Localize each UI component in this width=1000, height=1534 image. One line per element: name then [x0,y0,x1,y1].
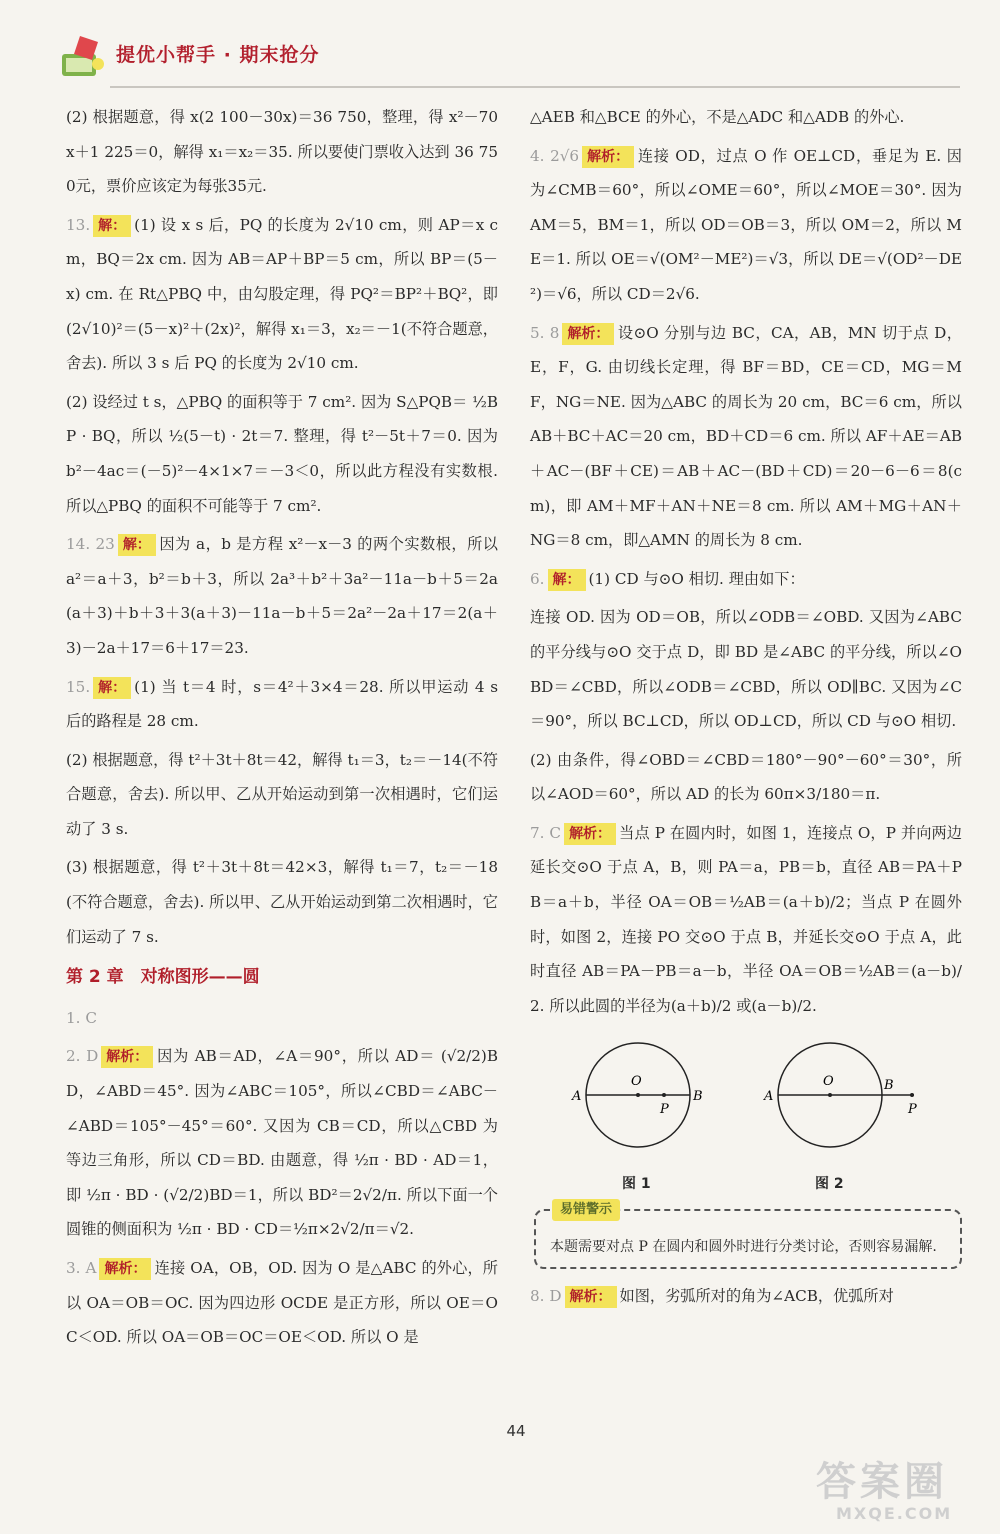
question-number: 15. [66,677,91,696]
left-para-9 [66,1001,498,1036]
answer-tag: 解： [118,534,156,556]
question-number: 6. [530,569,545,588]
circle-figures-svg [530,1033,962,1203]
figure-2 [763,1043,917,1147]
left-column [66,100,498,1359]
question-number: 8. D [530,1287,562,1306]
header-title: 提优小帮手 · 期末抢分 [116,44,320,66]
page-number: 44 [506,1422,526,1440]
book-logo-icon [58,32,108,82]
right-para-4: 6. 解： (1) CD 与⊙O 相切. 理由如下： [530,562,962,597]
circle-figures [530,1033,962,1203]
figure-1 [571,1043,703,1147]
error-warning-label: 易错警示 [552,1199,620,1221]
left-para-6: (2) 根据题意，得 t²＋3t＋8t＝42，解得 t₁＝3，t₂＝－14(不符合题意，舍去). 所以甲、乙从开始运动到第一次相遇时，它们运动了 3 s. [66,750,498,838]
left-para-7: (3) 根据题意，得 t²＋3t＋8t＝42×3，解得 t₁＝7，t₂＝－18(不符合题意，舍去). 所以甲、乙从开始运动到第二次相遇时，它们运动了 7 s. [66,858,498,946]
svg-text:A: A [572,1089,582,1105]
left-para-11: 3. A 解析： 连接 OA，OB，OD. 因为 O 是△ABC 的外心，所以 OA＝OB＝OC. 因为四边形 OCDE 是正方形，所以 OE＝OC＜OD. 所以 OA＝OB＝OC＝OE＜OD. 所以 O 是 [66,1259,498,1347]
watermark-domain: MXQE.COM [836,1504,953,1523]
figure-2-caption: 图 2 [815,1176,844,1193]
svg-text:O: O [823,1074,834,1090]
question-number: 4. 2√6 [530,146,580,165]
left-para-1: (2) 根据题意，得 x(2 100－30x)＝36 750，整理，得 x²－70x＋1 225＝0，解得 x₁＝x₂＝35. 所以要使门票收入达到 36 750元，票价应该定为每张35元. [66,108,498,196]
question-number: 5. 8 [530,323,560,342]
left-para-5: 15. 解： (1) 当 t＝4 时，s＝4²＋3×4＝28. 所以甲运动 4 s 后的路程是 28 cm. [66,677,498,731]
svg-text:P: P [908,1102,917,1118]
svg-text:P: P [660,1102,669,1118]
watermark-logo [796,1450,996,1530]
svg-text:O: O [631,1074,642,1090]
error-warning-text: 本题需要对点 P 在圆内和圆外时进行分类讨论，否则容易漏解. [550,1239,937,1256]
question-number: 2. D [66,1047,99,1066]
right-para-8: 8. D 解析： 如图，劣弧所对的角为∠ACB，优弧所对 [530,1279,962,1314]
question-number: 14. 23 [66,535,115,554]
question-number: 7. C [530,823,562,842]
answer-tag: 解： [548,569,586,591]
question-number: 3. A [66,1259,97,1277]
right-para-7: 7. C 解析： 当点 P 在圆内时，如图 1，连接点 O，P 并向两边延长交⊙O 于点 A，B，则 PA＝a，PB＝b，直径 AB＝PA＋PB＝a＋b，半径 OA＝OB＝½AB＝(a＋b)/2；当点 P 在圆外时，如图 2，连接 PO 交⊙O 于点 B，并延长交⊙O 于点 A，此时直径 AB＝PA－PB＝a－b，半径 OA＝OB＝½AB＝(a－b)/2. 所以此圆的半径为(a＋b)/2 或(a－b)/2. [530,823,962,1015]
left-para-2: 13. 解： (1) 设 x s 后，PQ 的长度为 2√10 cm，则 AP＝x cm，BQ＝2x cm. 因为 AB＝AP＋BP＝5 cm，所以 BP＝(5－x) cm. 在 Rt△PBQ 中，由勾股定理，得 PQ²＝BP²＋BQ²，即(2√10)²＝(5－x)²＋(2x)²，解得 x₁＝3，x₂＝－1(不符合题意，舍去). 所以 3 s 后 PQ 的长度为 2√10 cm. [66,215,498,373]
analysis-tag: 解析： [582,146,634,168]
analysis-tag: 解析： [564,823,616,845]
right-para-3: 5. 8 解析： 设⊙O 分别与边 BC，CA，AB，MN 切于点 D，E，F，G. 由切线长定理，得 BF＝BD，CE＝CD，MG＝MF，NG＝NE. 因为△ABC 的周长为 20 cm，BC＝6 cm，所以 AB＋BC＋AC＝20 cm，BD＋CD＝6 cm. 所以 AF＋AE＝AB＋AC－(BF＋CE)＝AB＋AC－(BD＋CD)＝20－6－6＝8(cm)，即 AM＋MF＋AN＋NE＝8 cm. 所以 AM＋MG＋AN＋NG＝8 cm，即△AMN 的周长为 8 cm. [530,323,962,550]
answer-tag: 解： [93,677,131,699]
watermark-text: 答案圈 [816,1459,948,1505]
figure-1-caption: 图 1 [622,1176,651,1193]
question-number: 1. C [66,1008,97,1027]
left-para-10: 2. D 解析： 因为 AB＝AD，∠A＝90°，所以 AD＝ (√2/2)BD，∠ABD＝45°. 因为∠ABC＝105°，所以∠CBD＝∠ABC－∠ABD＝105°－45°＝60°. 又因为 CB＝CD，所以△CBD 为等边三角形，所以 CD＝BD. 由题意，得 ½π · BD · AD＝1，即 ½π · BD · (√2/2)BD＝1，所以 BD²＝2√2/π. 所以下面一个圆锥的侧面积为 ½π · BD · CD＝½π×2√2/π＝√2. [66,1047,498,1239]
header-divider [110,86,960,88]
right-para-5: 连接 OD. 因为 OD＝OB，所以∠ODB＝∠OBD. 又因为∠ABC 的平分线与⊙O 交于点 D，即 BD 是∠ABC 的平分线，所以∠OBD＝∠CBD，所以∠ODB＝∠CBD，所以 OD∥BC. 又因为∠C＝90°，所以 BC⊥CD，所以 OD⊥CD，所以 CD 与⊙O 相切. [530,608,962,731]
page-header [0,0,1000,92]
error-warning-box [534,1202,962,1269]
question-number: 13. [66,215,91,234]
right-para-1: △AEB 和△BCE 的外心，不是△ADC 和△ADB 的外心. [530,108,905,126]
right-para-6: (2) 由条件，得∠OBD＝∠CBD＝180°－90°－60°＝30°，所以∠AOD＝60°，所以 AD 的长为 60π×3/180＝π. [530,750,962,804]
analysis-tag: 解析： [99,1258,151,1280]
answer-tag: 解： [93,215,131,237]
analysis-tag: 解析： [101,1046,153,1068]
analysis-tag: 解析： [565,1286,617,1308]
svg-text:B: B [693,1089,703,1105]
svg-text:A: A [764,1089,774,1105]
analysis-tag: 解析： [562,323,614,345]
svg-text:B: B [884,1078,894,1094]
left-para-3: (2) 设经过 t s，△PBQ 的面积等于 7 cm². 因为 S△PQB＝ ½BP · BQ，所以 ½(5－t) · 2t＝7. 整理，得 t²－5t＋7＝0. 因为 b²－4ac＝(－5)²－4×1×7＝－3＜0，所以此方程没有实数根. 所以△PBQ 的面积不可能等于 7 cm². [66,392,498,515]
right-para-2: 4. 2√6 解析： 连接 OD，过点 O 作 OE⊥CD，垂足为 E. 因为∠CMB＝60°，所以∠OME＝60°，所以∠MOE＝30°. 因为 AM＝5，BM＝1，所以 OD＝OB＝3，所以 OM＝2，所以 ME＝1. 所以 OE＝√(OM²－ME²)＝√3，所以 DE＝√(OD²－DE²)＝√6，所以 CD＝2√6. [530,146,962,303]
chapter-title: 第 2 章 对称图形——圆 [66,967,260,988]
left-para-4: 14. 23 解： 因为 a，b 是方程 x²－x－3 的两个实数根，所以 a²＝a＋3，b²＝b＋3，所以 2a³＋b²＋3a²－11a－b＋5＝2a(a＋3)＋b＋3＋3(a＋3)－11a－b＋5＝2a²－2a＋17＝2(a＋3)－2a＋17＝6＋17＝23. [66,535,498,657]
right-column [530,100,962,1318]
